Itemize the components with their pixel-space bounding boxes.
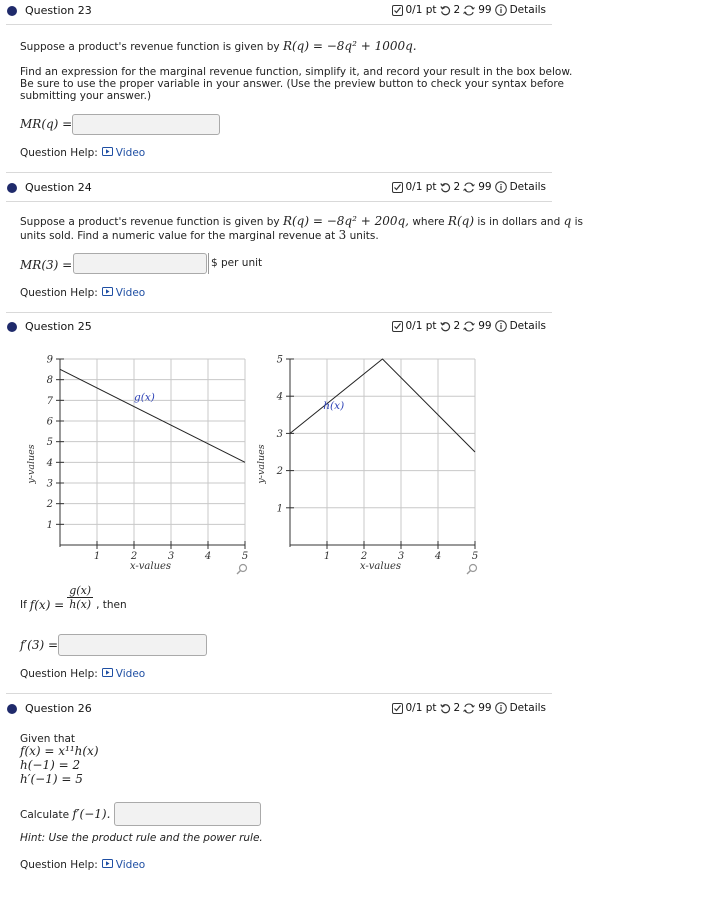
- score-icon: [392, 321, 403, 332]
- q26-equation-1: f(x) = x¹¹h(x): [20, 744, 99, 758]
- x-tick-label: 1: [323, 551, 331, 562]
- y-tick-label: 2: [46, 499, 53, 511]
- q26-given-text: Given that: [20, 733, 76, 745]
- divider: [6, 24, 552, 25]
- x-tick-label: 2: [360, 551, 368, 562]
- q25-answer-label: f′(3) =: [20, 638, 59, 652]
- attempts-text: 2: [453, 320, 461, 332]
- q24-answer-label: MR(3) =: [20, 258, 73, 272]
- info-icon[interactable]: [495, 4, 507, 16]
- q24-answer-input[interactable]: [73, 253, 207, 274]
- x-axis-label: x-values: [129, 561, 172, 572]
- question-25-title: Question 25: [25, 320, 92, 333]
- q24-math-rq: R(q): [447, 214, 475, 228]
- attempts-text: 2: [453, 181, 461, 193]
- q24-function: R(q) = −8q² + 200q,: [282, 214, 409, 228]
- divider: [6, 201, 552, 202]
- x-tick-label: 5: [471, 551, 479, 562]
- score-text: 0/1 pt: [405, 320, 437, 332]
- q23-function: R(q) = −8q² + 1000q.: [282, 39, 417, 53]
- question-help-label: Question Help:: [20, 859, 98, 871]
- cycle-icon: [463, 182, 475, 193]
- question-23-header: [0, 2, 552, 20]
- details-link[interactable]: Details: [509, 320, 546, 332]
- question-help-label: Question Help:: [20, 668, 98, 680]
- question-25-meta: [392, 320, 547, 332]
- q23-answer-input[interactable]: [72, 114, 220, 135]
- y-tick-label: 6: [46, 416, 53, 428]
- graph-h: [250, 345, 480, 580]
- y-tick-label: 3: [276, 428, 283, 440]
- details-link[interactable]: Details: [509, 702, 546, 714]
- question-25-bullet: [7, 322, 17, 332]
- y-tick-label: 1: [276, 503, 283, 515]
- score-icon: [392, 5, 403, 16]
- retry-icon: [440, 321, 451, 332]
- q25-then-text: , then: [96, 599, 127, 611]
- x-tick-label: 2: [130, 551, 138, 562]
- question-24-title: Question 24: [25, 181, 92, 194]
- question-25-header: [0, 318, 552, 336]
- retry-icon: [440, 182, 451, 193]
- retries-text: 99: [478, 702, 492, 714]
- q24-text: units.: [349, 230, 379, 242]
- q26-answer-input[interactable]: [114, 802, 261, 826]
- y-tick-label: 5: [46, 437, 53, 449]
- cycle-icon: [463, 703, 475, 714]
- y-tick-label: 8: [46, 375, 53, 387]
- y-tick-label: 4: [46, 457, 53, 469]
- curve-label: h(x): [323, 400, 345, 413]
- score-text: 0/1 pt: [405, 4, 437, 16]
- y-tick-label: 3: [46, 478, 53, 490]
- video-link-text: Video: [115, 287, 146, 299]
- q26-question-help: [20, 859, 145, 871]
- video-link[interactable]: [102, 859, 145, 871]
- video-link[interactable]: [102, 147, 145, 159]
- q25-function-def: [20, 583, 127, 612]
- x-tick-label: 3: [397, 551, 405, 562]
- x-tick-label: 3: [167, 551, 175, 562]
- info-icon[interactable]: [495, 181, 507, 193]
- question-26-meta: [392, 702, 547, 714]
- q24-line-1: [20, 214, 583, 228]
- q26-equation-2: h(−1) = 2: [20, 758, 81, 772]
- question-help-label: Question Help:: [20, 287, 98, 299]
- q24-text: units sold. Find a numeric value for the marginal revenue at: [20, 230, 336, 242]
- video-link-text: Video: [115, 668, 146, 680]
- y-tick-label: 1: [46, 519, 53, 531]
- details-link[interactable]: Details: [509, 4, 546, 16]
- retry-icon: [440, 5, 451, 16]
- attempts-text: 2: [453, 4, 461, 16]
- y-axis-label: y-values: [256, 444, 267, 484]
- video-icon: [102, 859, 113, 871]
- video-link-text: Video: [115, 859, 146, 871]
- cycle-icon: [463, 5, 475, 16]
- score-text: 0/1 pt: [405, 702, 437, 714]
- question-24-header: [0, 179, 552, 197]
- q23-answer-label: MR(q) =: [20, 117, 73, 131]
- q24-text: is: [574, 216, 583, 228]
- q25-denominator: h(x): [69, 597, 92, 611]
- score-icon: [392, 182, 403, 193]
- q24-math-three: 3: [338, 228, 347, 242]
- y-tick-label: 4: [276, 391, 283, 403]
- q24-text: where: [412, 216, 445, 228]
- q26-equation-3: h′(−1) = 5: [20, 772, 83, 786]
- video-icon: [102, 287, 113, 299]
- cycle-icon: [463, 321, 475, 332]
- q25-f-lhs: f(x) =: [29, 598, 65, 612]
- question-24-bullet: [7, 183, 17, 193]
- q25-answer-input[interactable]: [58, 634, 207, 656]
- info-icon[interactable]: [495, 702, 507, 714]
- y-axis-label: y-values: [26, 444, 37, 484]
- x-axis-label: x-values: [359, 561, 402, 572]
- question-23-title: Question 23: [25, 4, 92, 17]
- curve-label: g(x): [134, 391, 155, 404]
- q24-question-help: [20, 287, 145, 299]
- attempts-text: 2: [453, 702, 461, 714]
- info-icon[interactable]: [495, 320, 507, 332]
- q24-line-2: [20, 228, 379, 242]
- y-tick-label: 2: [276, 466, 283, 478]
- retry-icon: [440, 703, 451, 714]
- question-24-meta: [392, 181, 547, 193]
- video-link-text: Video: [115, 147, 146, 159]
- q23-instruction-1: Find an expression for the marginal revenue function, simplify it, and record your result in the box below.: [20, 66, 573, 78]
- question-23-meta: [392, 4, 547, 16]
- q23-instruction-3: submitting your answer.): [20, 90, 152, 102]
- video-link[interactable]: [102, 287, 145, 299]
- score-text: 0/1 pt: [405, 181, 437, 193]
- q23-instruction-2: Be sure to use the proper variable in your answer. (Use the preview button to check your syntax before: [20, 78, 564, 90]
- q25-question-help: [20, 668, 145, 680]
- question-help-label: Question Help:: [20, 147, 98, 159]
- q25-fraction: [67, 584, 93, 611]
- zoom-icon[interactable]: [237, 565, 247, 575]
- function-curve: [290, 359, 475, 452]
- graph-g: [20, 345, 250, 580]
- x-tick-label: 5: [241, 551, 249, 562]
- x-tick-label: 1: [93, 551, 101, 562]
- retries-text: 99: [478, 320, 492, 332]
- q23-intro: [20, 39, 417, 53]
- video-icon: [102, 668, 113, 680]
- zoom-icon[interactable]: [467, 565, 477, 575]
- q25-if-text: If: [20, 599, 27, 611]
- x-tick-label: 4: [204, 551, 212, 562]
- q24-text: Suppose a product's revenue function is given by: [20, 216, 280, 228]
- divider: [6, 693, 552, 694]
- q26-calc-label: Calculate: [20, 809, 70, 821]
- score-icon: [392, 703, 403, 714]
- y-tick-label: 5: [276, 354, 283, 366]
- question-26-header: [0, 700, 552, 718]
- q23-intro-text: Suppose a product's revenue function is given by: [20, 41, 280, 53]
- q24-unit: $ per unit: [208, 253, 262, 274]
- q26-hint: Hint: Use the product rule and the power rule.: [20, 832, 263, 844]
- details-link[interactable]: Details: [509, 181, 546, 193]
- q23-question-help: [20, 147, 145, 159]
- retries-text: 99: [478, 4, 492, 16]
- video-link[interactable]: [102, 668, 145, 680]
- x-tick-label: 4: [434, 551, 442, 562]
- q25-numerator: g(x): [69, 583, 92, 597]
- question-23-bullet: [7, 6, 17, 16]
- question-26-bullet: [7, 704, 17, 714]
- retries-text: 99: [478, 181, 492, 193]
- q24-math-q: q: [563, 214, 572, 228]
- function-curve: [60, 369, 245, 462]
- divider: [6, 312, 552, 313]
- q26-calculate: [20, 807, 110, 821]
- question-26-title: Question 26: [25, 702, 92, 715]
- y-tick-label: 7: [46, 395, 53, 407]
- video-icon: [102, 147, 113, 159]
- divider: [6, 172, 552, 173]
- y-tick-label: 9: [46, 354, 53, 366]
- q24-text: is in dollars and: [477, 216, 561, 228]
- q26-calc-expression: f′(−1).: [72, 807, 111, 821]
